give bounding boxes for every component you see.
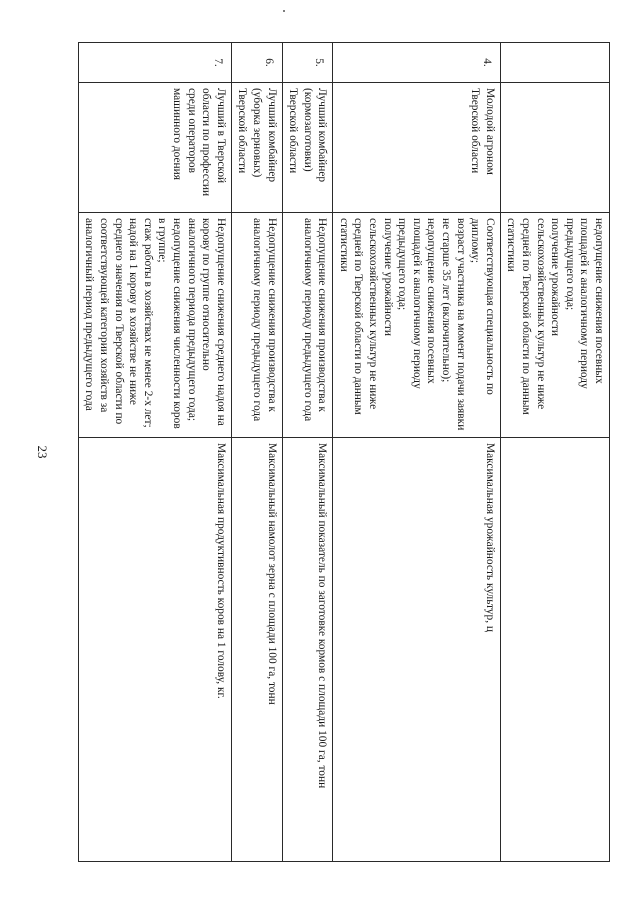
condition-line: Недопущение снижения производства к аналогичному периоду предыдущего года xyxy=(250,218,278,422)
condition-line: Недопущение снижения среднего надоя на корову по группе относительно аналогичного периода предыдущего года; xyxy=(185,218,227,426)
page-number: 23 xyxy=(35,445,50,459)
table-row xyxy=(333,43,501,862)
row-number xyxy=(500,43,609,83)
nomination-title: Лучший в Тверской области по профессии среди операторов машинного доения xyxy=(78,83,231,213)
indicator-cell xyxy=(500,438,609,862)
conditions-cell xyxy=(333,213,501,438)
conditions-cell xyxy=(282,213,333,438)
row-number: 4. xyxy=(333,43,501,83)
rotated-table-frame xyxy=(83,42,610,862)
table-row xyxy=(500,43,609,862)
conditions-cell xyxy=(231,213,282,438)
condition-line: получение урожайности сельскохозяйственных культур не ниже средней по Тверской области по данным статистики xyxy=(337,218,394,415)
indicator-cell: Максимальная продуктивность коров на 1 голову, кг. xyxy=(78,438,231,862)
row-number: 5. xyxy=(282,43,333,83)
nomination-title: Молодой агроном Тверской области xyxy=(333,83,501,213)
table-row xyxy=(78,43,231,862)
condition-line: недопущение снижения посевных площадей к аналогичному периоду предыдущего года; xyxy=(396,218,438,389)
condition-line: недопущение снижения посевных площадей к аналогичному периоду предыдущего года; xyxy=(563,218,605,389)
table-row xyxy=(282,43,333,862)
condition-line: надой на 1 корову в хозяйстве не ниже среднего значения по Тверской области по соответствующей категории хозяйств за аналогичный период предыдущего года xyxy=(83,218,140,425)
nomination-title: Лучший комбайнер (кормозаготовки) Тверской области xyxy=(282,83,333,213)
condition-line: возраст участника на момент подачи заявки не старше 35 лет (включительно); xyxy=(440,218,467,431)
indicator-cell: Максимальный намолот зерна с площади 100 га, тонн xyxy=(231,438,282,862)
conditions-cell xyxy=(500,213,609,438)
row-number: 7. xyxy=(78,43,231,83)
condition-line: получение урожайности сельскохозяйственных культур не ниже средней по Тверской области по данным статистики xyxy=(505,218,562,415)
table-row xyxy=(231,43,282,862)
nomination-title: Лучший комбайнер (уборка зерновых) Тверской области xyxy=(231,83,282,213)
indicator-cell: Максимальная урожайность культур, ц xyxy=(333,438,501,862)
indicator-cell: Максимальный показатель по заготовке кормов с площади 100 га, тонн xyxy=(282,438,333,862)
nomination-title xyxy=(500,83,609,213)
condition-line: недопущение снижения численности коров в группе; xyxy=(156,218,183,429)
criteria-table xyxy=(78,42,610,862)
scan-speck xyxy=(283,10,285,12)
condition-line: стаж работы в хозяйствах не менее 2-х лет; xyxy=(141,218,154,428)
rotated-table-inner xyxy=(83,42,610,862)
condition-line: Соответствующая специальность по диплому; xyxy=(469,218,496,395)
condition-line: Недопущение снижения производства к аналогичному периоду предыдущего года xyxy=(301,218,329,422)
row-number: 6. xyxy=(231,43,282,83)
conditions-cell xyxy=(78,213,231,438)
